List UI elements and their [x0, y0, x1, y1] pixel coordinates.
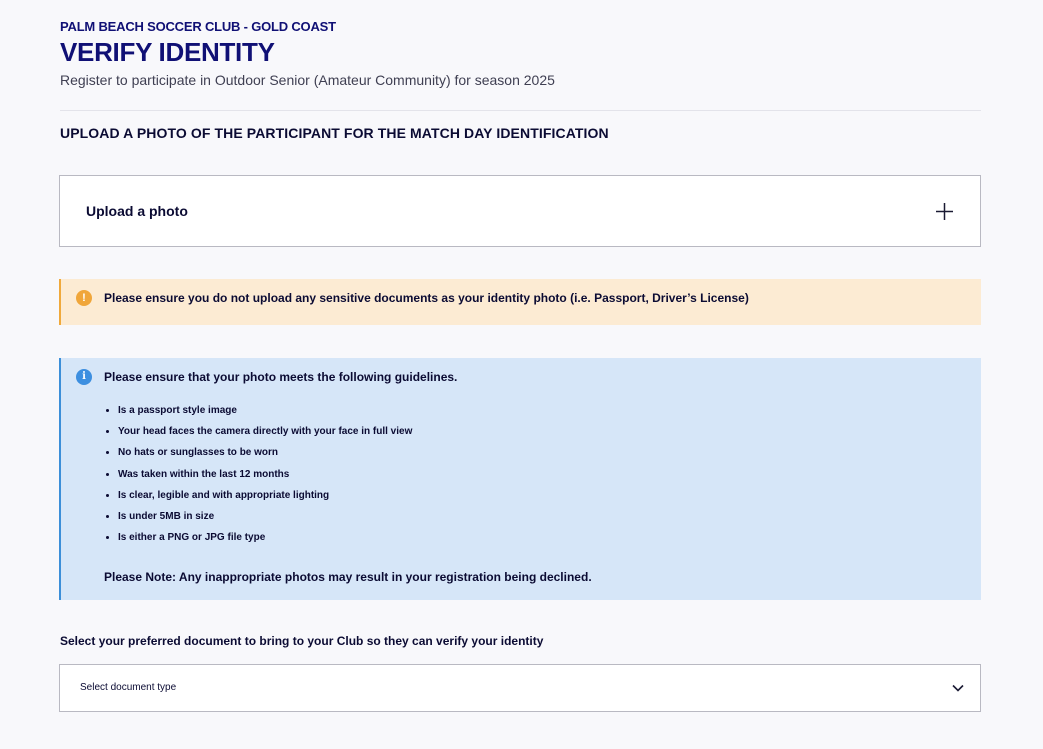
upload-photo-label: Upload a photo: [86, 203, 188, 219]
club-name: PALM BEACH SOCCER CLUB - GOLD COAST: [60, 19, 336, 34]
page-title: VERIFY IDENTITY: [60, 37, 275, 67]
page-subtitle: Register to participate in Outdoor Senior (Amateur Community) for season 2025: [60, 72, 555, 88]
exclamation-icon: !: [76, 290, 92, 306]
guideline-item: • Your head faces the camera directly with your face in full view: [118, 423, 412, 444]
photo-guidelines-info: [59, 358, 981, 600]
guidelines-note: Please Note: Any inappropriate photos may result in your registration being declined.: [104, 570, 592, 584]
guidelines-title: Please ensure that your photo meets the following guidelines.: [104, 370, 458, 384]
plus-icon: [936, 203, 953, 220]
guideline-item: • Was taken within the last 12 months: [118, 466, 412, 487]
document-type-select-value: Select document type: [80, 682, 177, 693]
guidelines-list: [104, 402, 412, 550]
document-type-prompt: Select your preferred document to bring to your Club so they can verify your identity: [60, 634, 544, 648]
warning-text: Please ensure you do not upload any sensitive documents as your identity photo (i.e. Passport, Driver’s License): [104, 291, 749, 305]
guideline-item: • Is clear, legible and with appropriate lighting: [118, 487, 412, 508]
header-divider: [60, 110, 981, 111]
photo-section-heading: UPLOAD A PHOTO OF THE PARTICIPANT FOR THE MATCH DAY IDENTIFICATION: [60, 125, 609, 141]
guideline-item: • Is a passport style image: [118, 402, 412, 423]
document-type-select[interactable]: [59, 664, 981, 712]
guideline-item: • Is either a PNG or JPG file type: [118, 529, 412, 550]
upload-photo-button[interactable]: [59, 175, 981, 247]
chevron-down-icon: [952, 683, 964, 693]
guideline-item: • No hats or sunglasses to be worn: [118, 444, 412, 465]
sensitive-documents-warning: [59, 279, 981, 325]
guideline-item: • Is under 5MB in size: [118, 508, 412, 529]
info-icon: i: [76, 369, 92, 385]
